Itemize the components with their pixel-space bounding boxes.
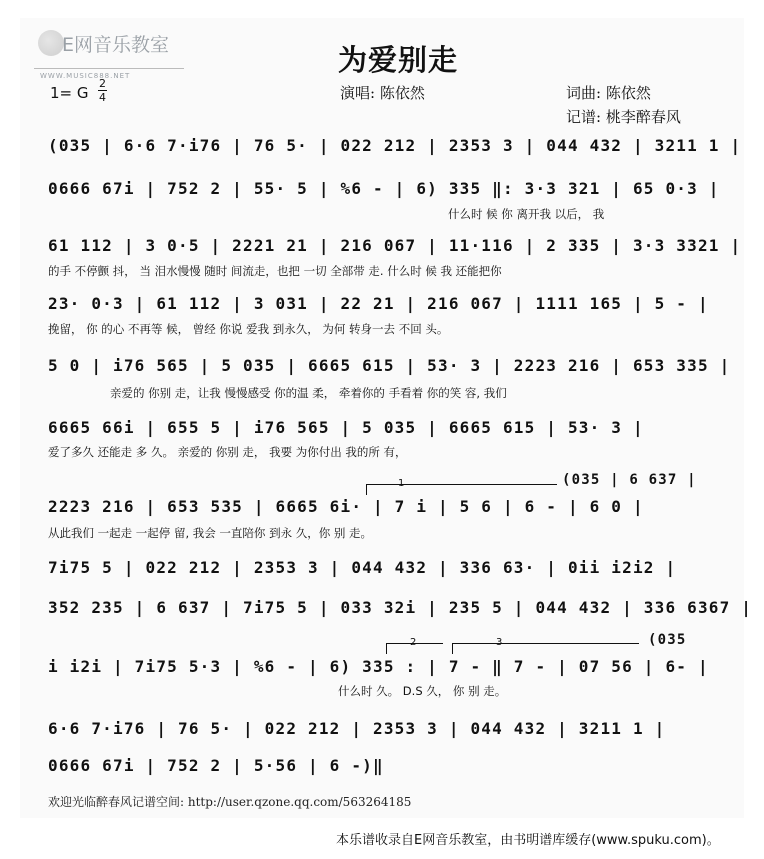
notation-line-4: 23· 0·3 | 61 112 | 3 031 | 22 21 | 216 067 | 1111 165 | 5 - |: [48, 294, 709, 313]
transcriber-credit: 记谱: 桃李醉春风: [566, 108, 681, 126]
notation-line-9: 352 235 | 6 637 | 7i75 5 | 033 32i | 235 5 | 044 432 | 336 6367 |: [48, 598, 753, 617]
time-signature: [98, 78, 107, 103]
notation-line-12: 0666 67i | 752 2 | 5·56 | 6 -)‖: [48, 756, 384, 775]
lyric-line-3: 的手 不停颤 抖， 当 泪水慢慢 随时 间流走，也把 一切 全部带 走. 什么时 候 我 还能把你: [48, 264, 502, 278]
singer-credit: 演唱: 陈依然: [340, 84, 425, 102]
site-logo-text: E网音乐教室: [62, 34, 170, 56]
lyric-line-2: 什么时 候 你 离开我 以后， 我: [448, 207, 605, 221]
logo-icon: [38, 30, 64, 56]
footer-credit: 本乐谱收录自E网音乐教室，由书明谱库缓存(www.spuku.com)。: [336, 833, 720, 848]
composer-credit: 词曲: 陈依然: [566, 84, 651, 102]
notation-line-11: 6·6 7·i76 | 76 5· | 022 212 | 2353 3 | 044 432 | 3211 1 |: [48, 719, 666, 738]
notation-line-8: 7i75 5 | 022 212 | 2353 3 | 044 432 | 336 63· | 0ii i2i2 |: [48, 558, 677, 577]
notation-line-5: 5 0 | i76 565 | 5 035 | 6665 615 | 53· 3 | 2223 216 | 653 335 |: [48, 356, 731, 375]
site-logo-url: WWW.MUSIC888.NET: [40, 72, 131, 80]
notation-line-3: 61 112 | 3 0·5 | 2221 21 | 216 067 | 11·116 | 2 335 | 3·3 3321 |: [48, 236, 742, 255]
key-signature: 1= G: [50, 84, 89, 102]
logo-divider: [34, 68, 184, 69]
time-signature-bottom: 4: [99, 91, 106, 104]
lyric-line-6: 爱了多久 还能走 多 久。 亲爱的 你别 走， 我要 为你付出 我的所 有，: [48, 445, 407, 459]
notation-line-10: i i2i | 7i75 5·3 | %6 - | 6) 335 : | 7 - ‖ 7 - | 07 56 | 6- |: [48, 657, 709, 676]
song-title: 为爱别走: [338, 43, 459, 77]
lyric-line-7: 从此我们 一起走 一起停 留, 我会 一直陪你 到永 久，你 别 走。: [48, 526, 373, 540]
notation-line-2: 0666 67i | 752 2 | 55· 5 | %6 - | 6) 335 ‖: 3·3 321 | 65 0·3 |: [48, 179, 720, 198]
time-signature-top: 2: [99, 77, 106, 90]
ending-bracket-3: [452, 643, 639, 654]
interlude-notation: (035 | 6 637 |: [562, 472, 697, 488]
line10-open-paren: (035: [648, 632, 687, 648]
ending-number-3: 3: [496, 637, 503, 648]
ending-number-1: 1: [398, 478, 405, 489]
ending-number-2: 2: [410, 637, 417, 648]
notation-line-1: (035 | 6·6 7·i76 | 76 5· | 022 212 | 2353 3 | 044 432 | 3211 1 |: [48, 136, 742, 155]
notation-line-7: 2223 216 | 653 535 | 6665 6i· | 7 i | 5 6 | 6 - | 6 0 |: [48, 497, 644, 516]
lyric-line-10: 什么时 久。 D.S 久， 你 别 走。: [338, 684, 507, 698]
ending-bracket-1: [366, 484, 557, 495]
footer-note: 欢迎光临醉春风记谱空间: http://user.qzone.qq.com/563264185: [48, 795, 412, 809]
lyric-line-4: 挽留， 你 的心 不再等 候， 曾经 你说 爱我 到永久， 为何 转身一去 不回 头。: [48, 322, 449, 336]
lyric-line-5: 亲爱的 你别 走，让我 慢慢感受 你的温 柔， 牵着你的 手看着 你的笑 容, 我们: [110, 386, 507, 400]
notation-line-6: 6665 66i | 655 5 | i76 565 | 5 035 | 6665 615 | 53· 3 |: [48, 418, 644, 437]
